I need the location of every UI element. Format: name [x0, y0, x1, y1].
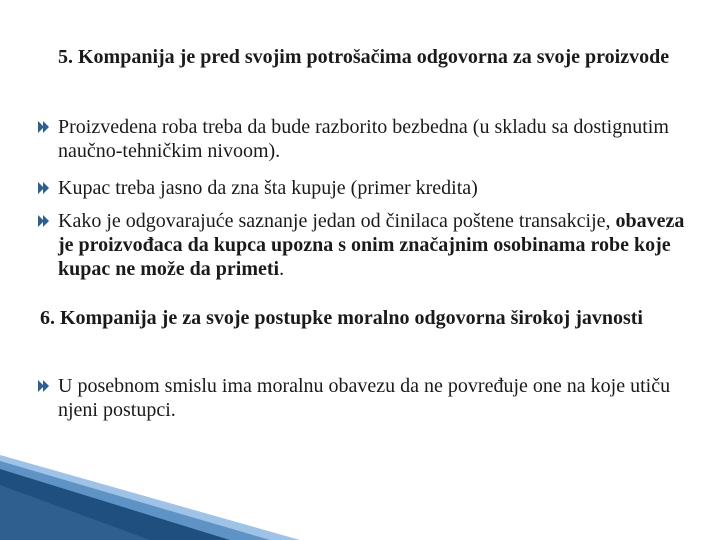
arrow-bullet-icon: [38, 380, 50, 392]
bullet-item: [58, 115, 698, 163]
arrow-bullet-icon: [38, 121, 50, 133]
heading-point-5-text: 5. Kompanija je pred svojim potrošačima odgovorna za svoje proizvode: [58, 46, 670, 68]
bullet-text-end: .: [279, 258, 285, 280]
arrow-bullet-icon: [38, 182, 50, 194]
bullet-item: [58, 209, 698, 281]
bullet-text: Kako je odgovarajuće saznanje jedan od činilaca poštene transakcije,: [58, 210, 616, 232]
bullet-text-bold: obaveza je proizvođaca da kupca upozna s onim značajnim osobinama robe koje kupac ne može da primeti: [58, 210, 685, 280]
bullet-text: Kupac treba jasno da zna šta kupuje (primer kredita): [58, 177, 478, 199]
heading-point-6: 6. Kompanija je za svoje postupke moralno odgovorna širokoj javnosti: [40, 307, 643, 329]
bullet-item: [58, 374, 698, 422]
decorative-corner-swoosh: [0, 455, 300, 540]
heading-point-5: [58, 44, 698, 70]
bullet-text: Proizvedena roba treba da bude razborito bezbedna (u skladu sa dostignutim naučno-tehničkim nivoom).: [58, 116, 669, 162]
arrow-bullet-icon: [38, 215, 50, 227]
bullet-text: U posebnom smislu ima moralnu obavezu da ne povređuje one na koje utiču njeni postupci.: [58, 375, 671, 421]
bullet-item: [58, 176, 698, 200]
